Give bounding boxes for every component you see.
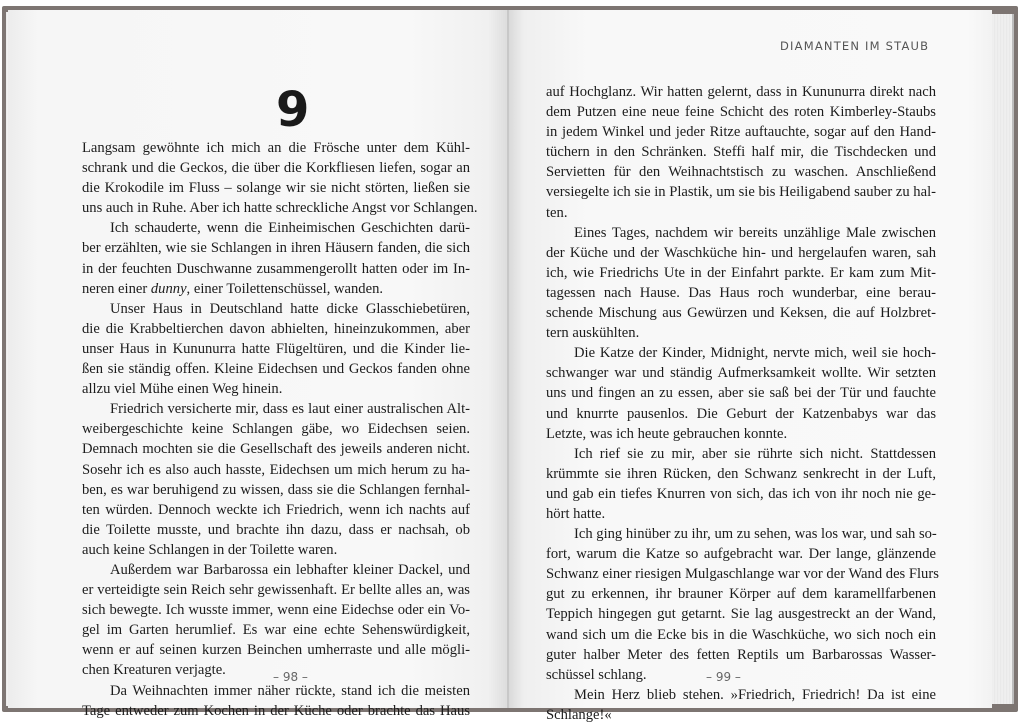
text-line: tern auskühlten.	[546, 325, 640, 342]
text-line: uns und fingen an zu essen, aber sie saß bei der Tür und fauchte	[546, 385, 936, 402]
text-line: sich bewegte. Ich wusste immer, wenn eine Eidechse oder ein Vo-	[82, 602, 470, 619]
text-line	[82, 279, 470, 299]
text-line: Unser Haus in Deutschland hatte dicke Glasschiebetüren,	[110, 300, 470, 317]
text-line: schüssel schlang.	[546, 666, 647, 683]
left-page-body-text	[82, 138, 478, 721]
italic-term: dunny	[150, 280, 187, 297]
text-segment: , einer Toilettenschüssel, wanden.	[186, 280, 384, 297]
text-line: Servietten für den Weihnachtstisch zu waschen. Anschließend	[546, 164, 936, 181]
text-line: Da Weihnachten immer näher rückte, stand ich die meisten	[110, 682, 470, 699]
text-line: in der feuchten Duschwanne zusammengerollt hatten oder im In-	[82, 260, 470, 277]
text-line: auch keine Schlangen in der Toilette waren.	[82, 541, 338, 558]
text-line: die die Krabbeltierchen davon abhielten, hineinzukommen, aber	[82, 320, 470, 337]
text-line: wand sich um die Ecke bis in die Waschküche, wo sich noch ein	[546, 626, 936, 643]
text-line: Langsam gewöhnte ich mich an die Frösche unter dem Kühl-	[82, 140, 470, 156]
text-line: Tage entweder zum Kochen in der Küche oder brachte das Haus	[82, 702, 470, 719]
right-page-edges	[990, 14, 1014, 704]
right-page-body-text	[546, 82, 939, 725]
page-number-right: – 99 –	[706, 670, 741, 684]
text-line: ßen sie ständig offen. Kleine Eidechsen und Geckos fanden ohne	[82, 361, 470, 378]
text-segment: neren einer	[82, 280, 151, 297]
chapter-number: 9	[276, 82, 310, 138]
text-line: in jedem Winkel und jeder Ritze auftauchte, sogar auf den Hand-	[546, 124, 936, 141]
text-line: weibergeschichte keine Schlangen gäbe, wo Eidechsen seien.	[82, 421, 470, 438]
text-line: Eines Tages, nachdem wir bereits unzählige Male zwischen	[574, 224, 936, 241]
text-line: Demnach mochten sie die Gesellschaft des jeweils anderen nicht.	[82, 441, 470, 458]
text-line: ben, es war beruhigend zu wissen, dass sie die Schlangen fernhal-	[82, 481, 470, 498]
text-line: versiegelte ich sie in Plastik, um sie bis Heiligabend sauber zu hal-	[546, 184, 936, 201]
text-line: wenn er auf seinen kurzen Beinchen umherraste und alle mögli-	[82, 642, 470, 659]
text-line: ten würden. Dennoch weckte ich Friedrich, wenn ich nachts auf	[82, 501, 470, 518]
text-line: gut zu erkennen, ihr brauner Körper auf dem karamellfarbenen	[546, 586, 936, 603]
text-line: guter halber Meter des fetten Reptils um Barbarossas Wasser-	[546, 646, 936, 663]
text-line: die Krokodile im Fluss – solange wir sie nicht störten, ließen sie	[82, 180, 470, 197]
page-number-left: – 98 –	[273, 670, 308, 684]
text-line: ich, wie Friedrichs Ute in der Einfahrt parkte. Er kam zum Mit-	[546, 264, 936, 281]
text-line: Friedrich versicherte mir, dass es laut einer australischen Alt-	[110, 401, 470, 418]
text-line: Schlange!«	[546, 706, 612, 723]
text-line: schende Mischung aus Gewürzen und Keksen, die auf Holzbret-	[546, 305, 936, 322]
text-line: und gab ein tiefes Knurren von sich, das ich von ihr noch nie ge-	[546, 485, 936, 502]
text-line: schrank und die Geckos, die über die Korkfliesen liefen, sogar an	[82, 160, 470, 177]
text-line: unser Haus in Kununurra hatte Flügeltüren, und die Kinder lie-	[82, 340, 470, 357]
text-line: Ich rief sie zu mir, aber sie rührte sich nicht. Stattdessen	[574, 445, 936, 462]
text-line: Letzte, was ich heute gebrauchen konnte.	[546, 425, 788, 442]
text-line: ten.	[546, 204, 568, 221]
text-line: Die Katze der Kinder, Midnight, nervte mich, weil sie hoch-	[574, 345, 936, 362]
text-line: Teppich hingegen gut getarnt. Sie lag ausgestreckt an der Wand,	[546, 606, 936, 623]
text-line: uns auch in Ruhe. Aber ich hatte schreckliche Angst vor Schlangen.	[82, 200, 478, 217]
text-line: tagessen nach Hause. Das Haus roch wunderbar, eine berau-	[546, 284, 936, 301]
text-line: der Küche und der Waschküche hin- und hergelaufen waren, sah	[546, 244, 936, 261]
text-line: die Toilette musste, und brachte ihn dazu, dass er nachsah, ob	[82, 521, 470, 538]
text-line: Schwanz einer riesigen Mulgaschlange war vor der Wand des Flurs	[546, 566, 939, 583]
text-line: fort, warum die Katze so aufgebracht war. Der lange, glänzende	[546, 546, 936, 563]
text-line: gel im Garten herumlief. Es war eine echte Sehenswürdigkeit,	[82, 622, 470, 639]
text-line: auf Hochglanz. Wir hatten gelernt, dass in Kununurra direkt nach	[546, 84, 936, 100]
text-line: chen Kreaturen verjagte.	[82, 662, 226, 679]
text-line: krümmte sie ihren Rücken, den Schwanz senkrecht in der Luft,	[546, 465, 936, 482]
text-line: Ich ging hinüber zu ihr, um zu sehen, was los war, und sah so-	[574, 526, 937, 543]
text-line: hört hatte.	[546, 505, 606, 522]
text-line: ber erzählten, wie sie Schlangen in ihren Häusern fanden, die sich	[82, 240, 470, 257]
text-line: und knurrte pausenlos. Die Geburt der Katzenbabys war das	[546, 405, 936, 422]
text-line: Außerdem war Barbarossa ein lebhafter kleiner Dackel, und	[110, 561, 470, 578]
text-line: Sosehr ich es also auch hasste, Eidechsen um mich herum zu ha-	[82, 461, 470, 478]
text-line: Ich schauderte, wenn die Einheimischen Geschichten darü-	[110, 220, 470, 237]
book-spine-gutter	[507, 10, 509, 708]
text-line: allzu viel Mühe einen Weg hinein.	[82, 381, 283, 398]
text-line: tüchern in den Schränken. Steffi half mir, die Tischdecken und	[546, 144, 936, 161]
text-line: er verteidigte sein Reich sehr gewissenhaft. Er bellte alles an, was	[82, 582, 470, 599]
text-line: schwanger war und ständig Aufmerksamkeit wollte. Wir setzten	[546, 365, 936, 382]
text-line: dem Putzen eine neue feine Schicht des roten Kimberley-Staubs	[546, 104, 936, 121]
running-head: DIAMANTEN IM STAUB	[780, 39, 930, 53]
text-line: Mein Herz blieb stehen. »Friedrich, Friedrich! Da ist eine	[574, 686, 936, 703]
